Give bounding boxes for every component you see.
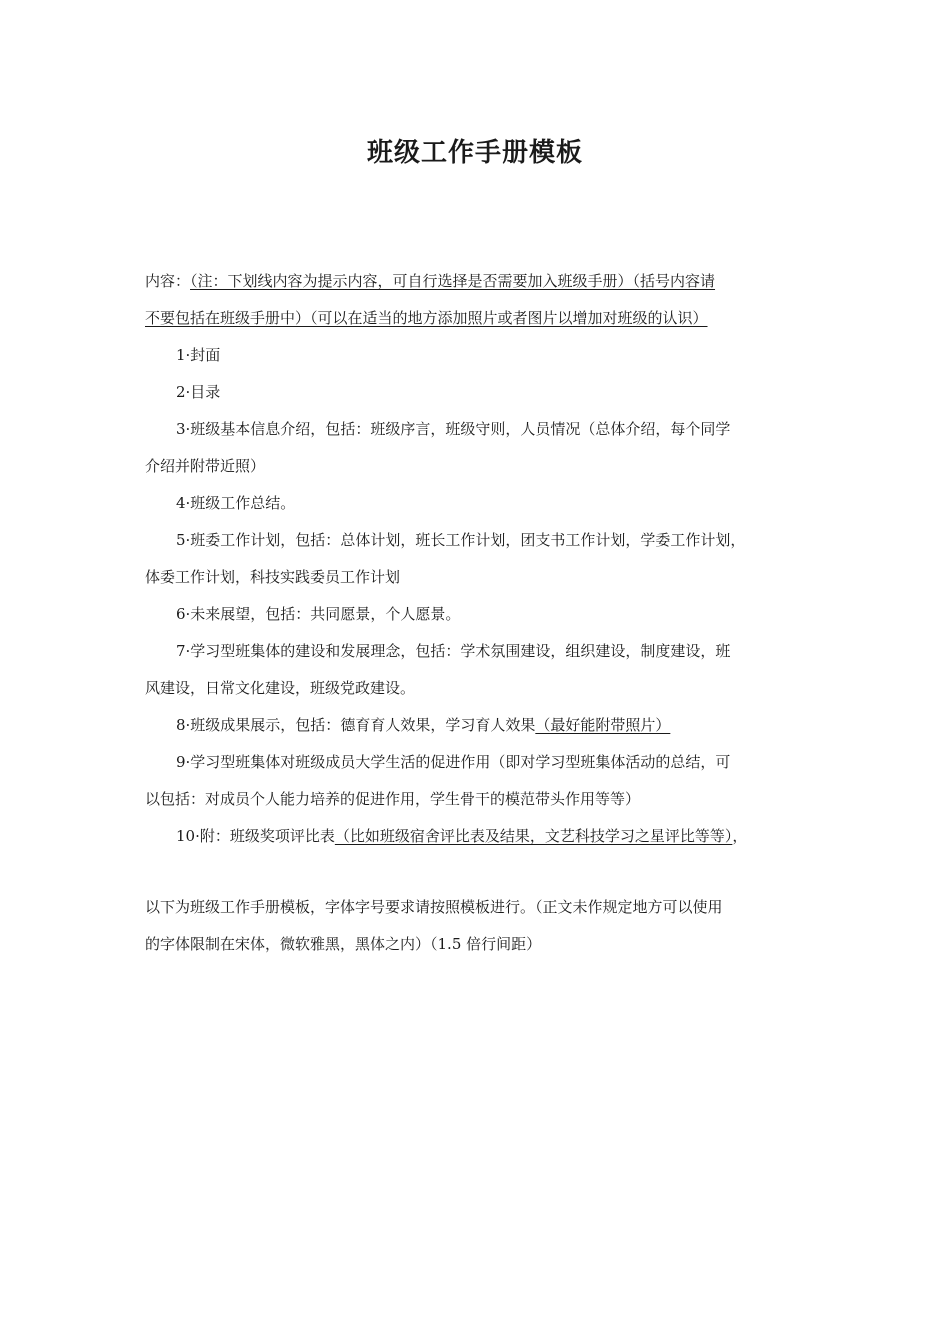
appendix-text: 10·附：班级奖项评比表 [176, 827, 335, 845]
achievements-text: 8·班级成果展示，包括：德育育人效果，学习育人效果 [176, 716, 536, 734]
achievements-note-underlined: （最好能附带照片） [535, 716, 671, 734]
list-item-committee-plan-line-2: 体委工作计划，科技实践委员工作计划 [145, 568, 401, 586]
list-item-promotion-line-2: 以包括：对成员个人能力培养的促进作用，学生骨干的模范带头作用等等） [145, 790, 641, 808]
document-body [145, 263, 810, 963]
list-item-future-vision: 6·未来展望，包括：共同愿景，个人愿景。 [176, 605, 461, 623]
list-item-work-summary: 4·班级工作总结。 [176, 494, 296, 512]
intro-note-underlined-1: （注：下划线内容为提示内容，可自行选择是否需要加入班级手册）（括号内容请 [190, 272, 716, 290]
intro-line-1 [145, 263, 810, 300]
footer-note-line-2: 的字体限制在宋体，微软雅黑，黑体之内）（1.5 倍行间距） [145, 935, 542, 953]
appendix-note-underlined: （比如班级宿舍评比表及结果，文艺科技学习之星评比等等） [334, 827, 733, 845]
list-item-class-info-line-2: 介绍并附带近照） [145, 457, 266, 475]
intro-note-underlined-2: 不要包括在班级手册中）（可以在适当的地方添加照片或者图片以增加对班级的认识） [145, 309, 708, 327]
list-item-class-info-line-1: 3·班级基本信息介绍，包括：班级序言，班级守则，人员情况（总体介绍，每个同学 [176, 420, 731, 438]
list-item-cover: 1·封面 [176, 346, 221, 364]
list-item-toc: 2·目录 [176, 383, 221, 401]
list-item-appendix [145, 818, 810, 855]
intro-line-2 [145, 300, 810, 337]
intro-prefix: 内容： [145, 272, 191, 290]
list-item-promotion-line-1: 9·学习型班集体对班级成员大学生活的促进作用（即对学习型班集体活动的总结，可 [176, 753, 731, 771]
spacer [145, 855, 810, 889]
page-title: 班级工作手册模板 [366, 138, 583, 168]
list-item-achievements [145, 707, 810, 744]
footer-note-line-1: 以下为班级工作手册模板，字体字号要求请按照模板进行。（正文未作规定地方可以使用 [145, 898, 723, 916]
appendix-suffix: ， [732, 827, 748, 845]
list-item-committee-plan-line-1: 5·班委工作计划，包括：总体计划，班长工作计划，团支书工作计划，学委工作计划， [176, 531, 746, 549]
list-item-learning-class-line-1: 7·学习型班集体的建设和发展理念，包括：学术氛围建设，组织建设，制度建设，班 [176, 642, 731, 660]
list-item-learning-class-line-2: 风建设，日常文化建设，班级党政建设。 [145, 679, 416, 697]
